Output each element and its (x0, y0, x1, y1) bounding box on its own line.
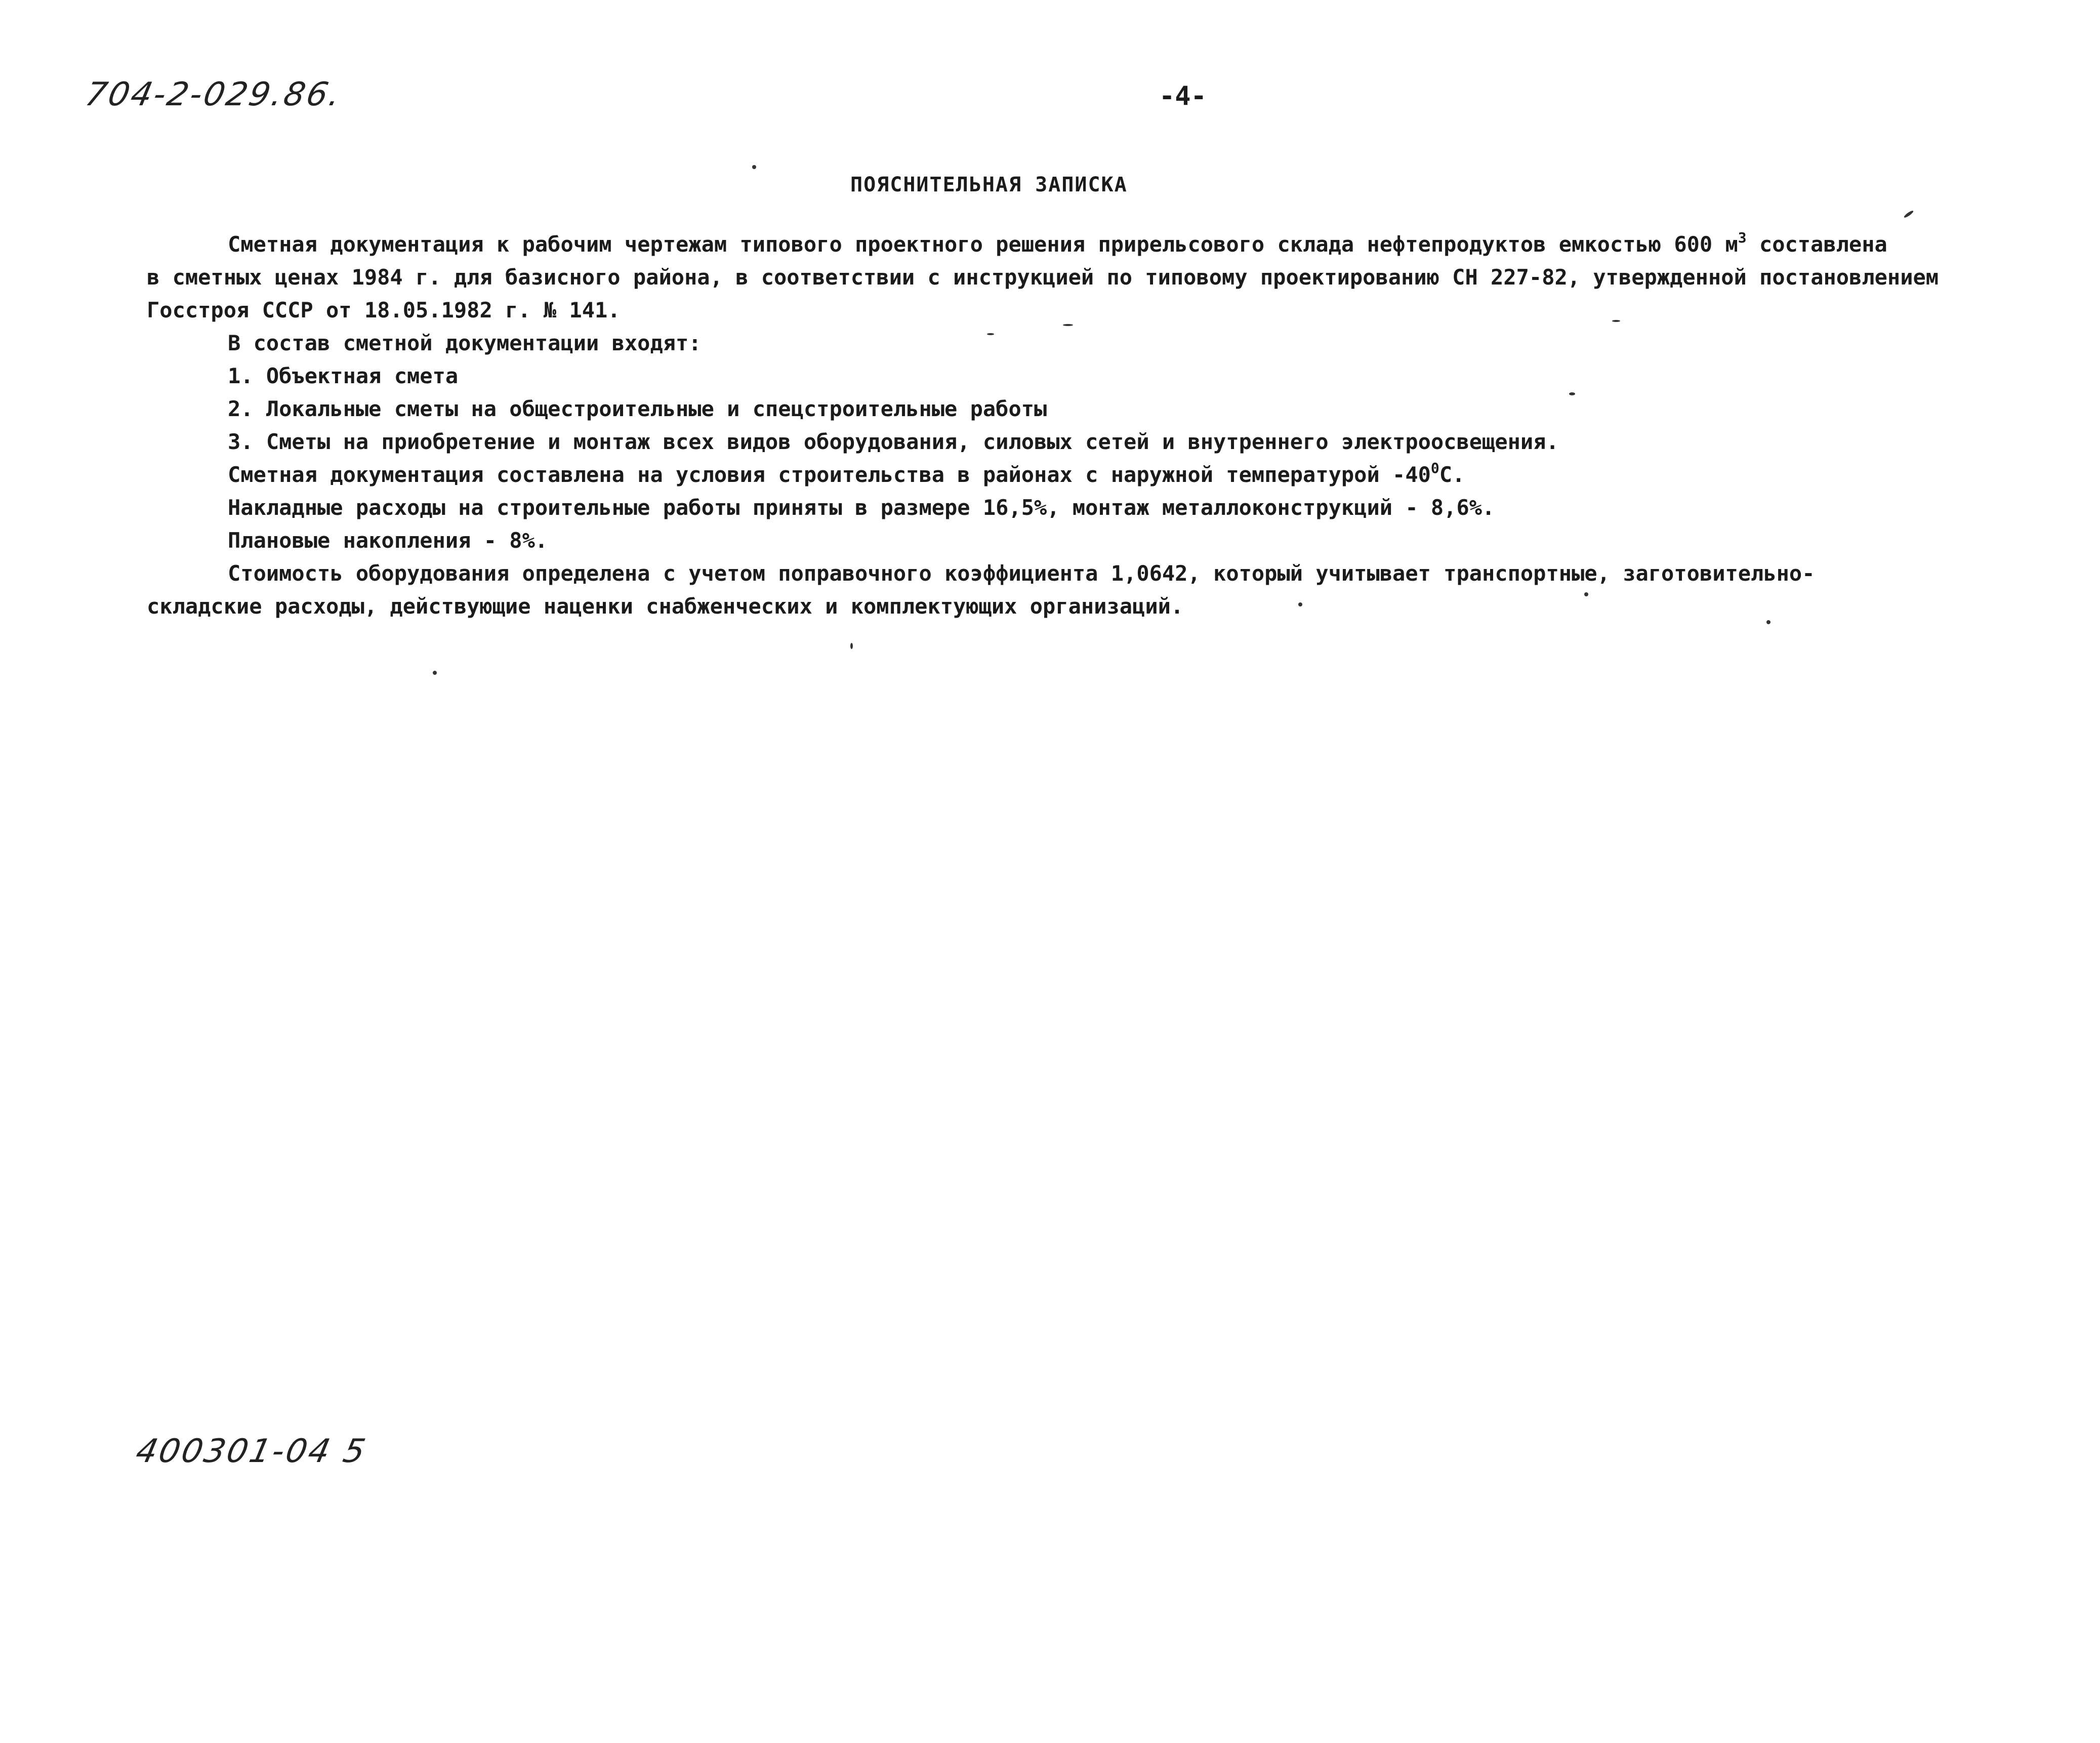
page-number: -4- (1159, 81, 1207, 111)
list-item: 1. Объектная смета (228, 363, 459, 388)
superscript: 3 (1738, 229, 1747, 246)
equipment-cost-line-1: Стоимость оборудования определена с учетом поправочного коэффициента 1,0642, который учитывает транспортные, заготовительно- (228, 561, 1815, 586)
scan-speck (1298, 602, 1302, 606)
scan-speck (1584, 592, 1588, 596)
scan-speck (1063, 324, 1073, 326)
list-item: 2. Локальные сметы на общестроительные и спецстроительные работы (228, 396, 1047, 421)
scan-speck (987, 333, 994, 335)
overheads-line: Накладные расходы на строительные работы приняты в размере 16,5%, монтаж металлоконструкций - 8,6%. (228, 495, 1495, 520)
paragraph-text: Сметная документация к рабочим чертежам типового проектного решения прирельсового склада нефтепродуктов емкостью 600 м (228, 232, 1738, 257)
conditions-line (147, 458, 2040, 491)
archive-number: 400301-04 5 (133, 1433, 370, 1470)
scan-speck (1903, 210, 1914, 219)
scan-speck (433, 671, 437, 675)
paragraph-text: С. (1439, 462, 1465, 487)
equipment-cost-line-2: складские расходы, действующие наценки снабженческих и комплектующих организаций. (147, 594, 1184, 619)
paragraph-1-line-1 (147, 228, 2040, 261)
scan-speck (1569, 392, 1575, 395)
document-title: ПОЯСНИТЕЛЬНАЯ ЗАПИСКА (850, 173, 1128, 196)
list-item: 3. Сметы на приобретение и монтаж всех видов оборудования, силовых сетей и внутреннего электроосвещения. (228, 429, 1559, 454)
composition-intro: В состав сметной документации входят: (228, 331, 702, 355)
scan-speck (1612, 320, 1620, 322)
paragraph-1-line-3: Госстроя СССР от 18.05.1982 г. № 141. (147, 298, 621, 322)
paragraph-text: Сметная документация составлена на условия строительства в районах с наружной температурой -40 (228, 462, 1431, 487)
scan-speck (752, 165, 756, 169)
scan-speck (850, 643, 853, 649)
planned-savings-line: Плановые накопления - 8%. (228, 528, 548, 553)
paragraph-text: составлена (1746, 232, 1887, 257)
document-code: 704-2-029.86. (82, 76, 346, 113)
paragraph-1-line-2: в сметных ценах 1984 г. для базисного района, в соответствии с инструкцией по типовому проектированию СН 227-82, утвержденной постановлением (147, 265, 1939, 290)
scan-speck (1766, 620, 1770, 624)
superscript: 0 (1430, 460, 1439, 476)
explanatory-note-body (147, 228, 2040, 623)
